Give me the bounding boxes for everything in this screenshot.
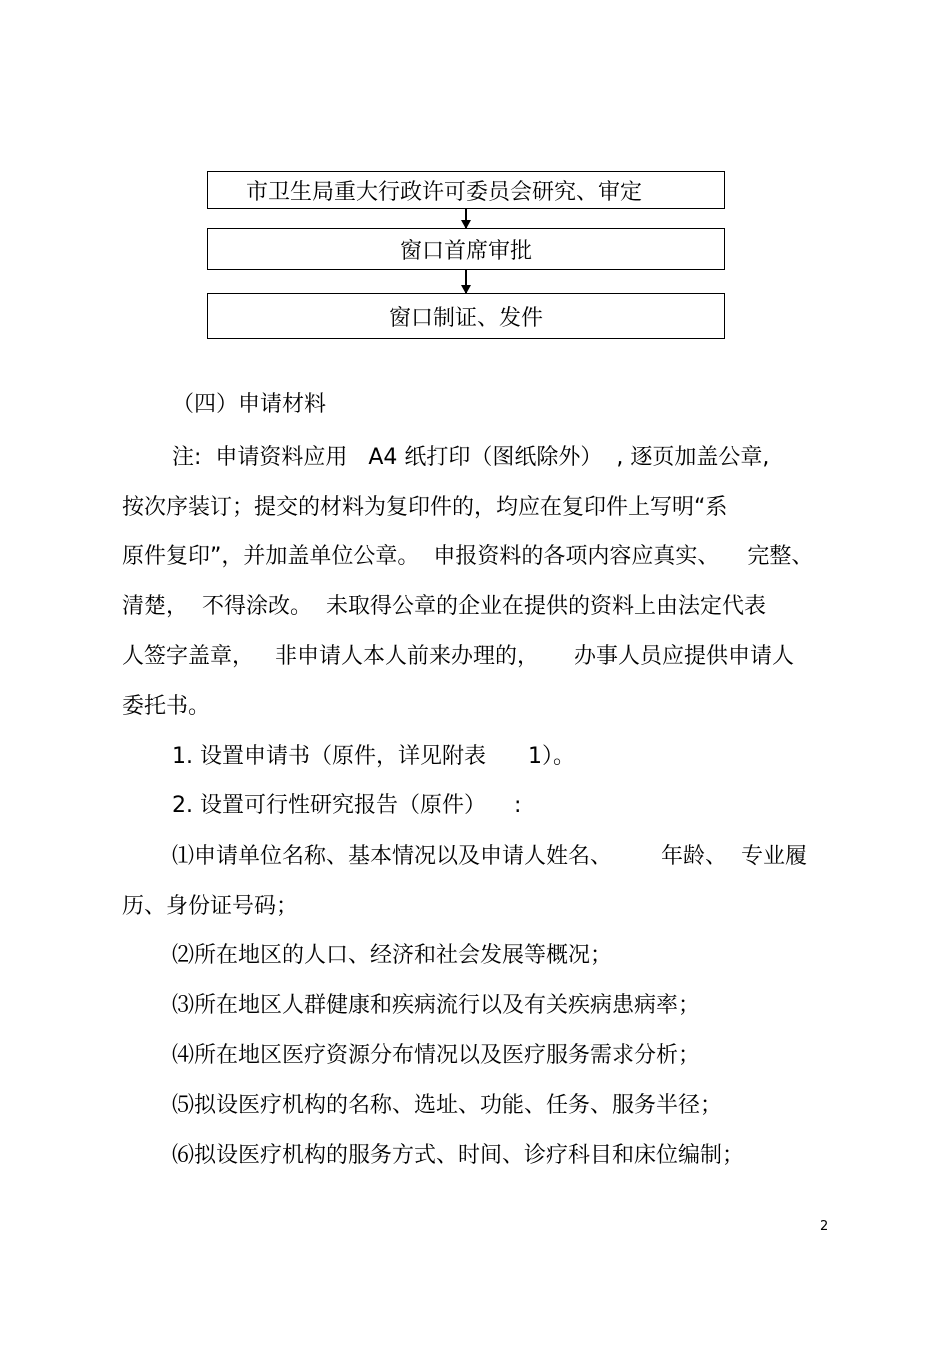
flow-step-label: 市卫生局重大行政许可委员会研究、审定 <box>246 179 643 205</box>
paragraph-line: 注: 申请资料应用 A4 纸打印（图纸除外） , 逐页加盖公章, <box>172 445 770 470</box>
page-number: 2 <box>820 1219 829 1234</box>
flow-arrow <box>465 270 467 293</box>
flow-step-chief-approval <box>207 228 725 270</box>
paragraph-line: 按次序装订；提交的材料为复印件的，均应在复印件上写明“系 <box>122 495 728 520</box>
paragraph-line: 委托书。 <box>122 694 211 719</box>
flow-step-issue-certificate <box>207 293 725 339</box>
flow-step-label: 窗口制证、发件 <box>388 305 543 331</box>
paragraph-line: 清楚， 不得涂改。 未取得公章的企业在提供的资料上由法定代表 <box>122 594 766 619</box>
list-item: 1. 设置申请书（原件，详见附表 1）。 <box>172 744 575 769</box>
list-item: 2. 设置可行性研究报告（原件） : <box>172 793 522 818</box>
list-item: 历、身份证号码； <box>122 894 299 919</box>
list-item: ⑸拟设医疗机构的名称、选址、功能、任务、服务半径； <box>172 1093 723 1118</box>
flow-step-committee-review <box>207 171 725 209</box>
list-item: ⑵所在地区的人口、经济和社会发展等概况； <box>172 943 613 968</box>
list-item: ⑷所在地区医疗资源分布情况以及医疗服务需求分析； <box>172 1043 701 1068</box>
flow-arrow <box>465 209 467 228</box>
paragraph-line: 人签字盖章， 非申请人本人前来办理的， 办事人员应提供申请人 <box>122 644 794 669</box>
list-item: ⑹拟设医疗机构的服务方式、时间、诊疗科目和床位编制； <box>172 1143 745 1168</box>
list-item: ⑴申请单位名称、基本情况以及申请人姓名、 年龄、 专业履 <box>172 844 807 869</box>
flow-step-label: 窗口首席审批 <box>399 238 532 264</box>
paragraph-line: 原件复印”，并加盖单位公章。 申报资料的各项内容应真实、 完整、 <box>122 544 814 569</box>
list-item: ⑶所在地区人群健康和疾病流行以及有关疾病患病率； <box>172 993 701 1018</box>
section-heading: （四）申请材料 <box>172 392 327 417</box>
